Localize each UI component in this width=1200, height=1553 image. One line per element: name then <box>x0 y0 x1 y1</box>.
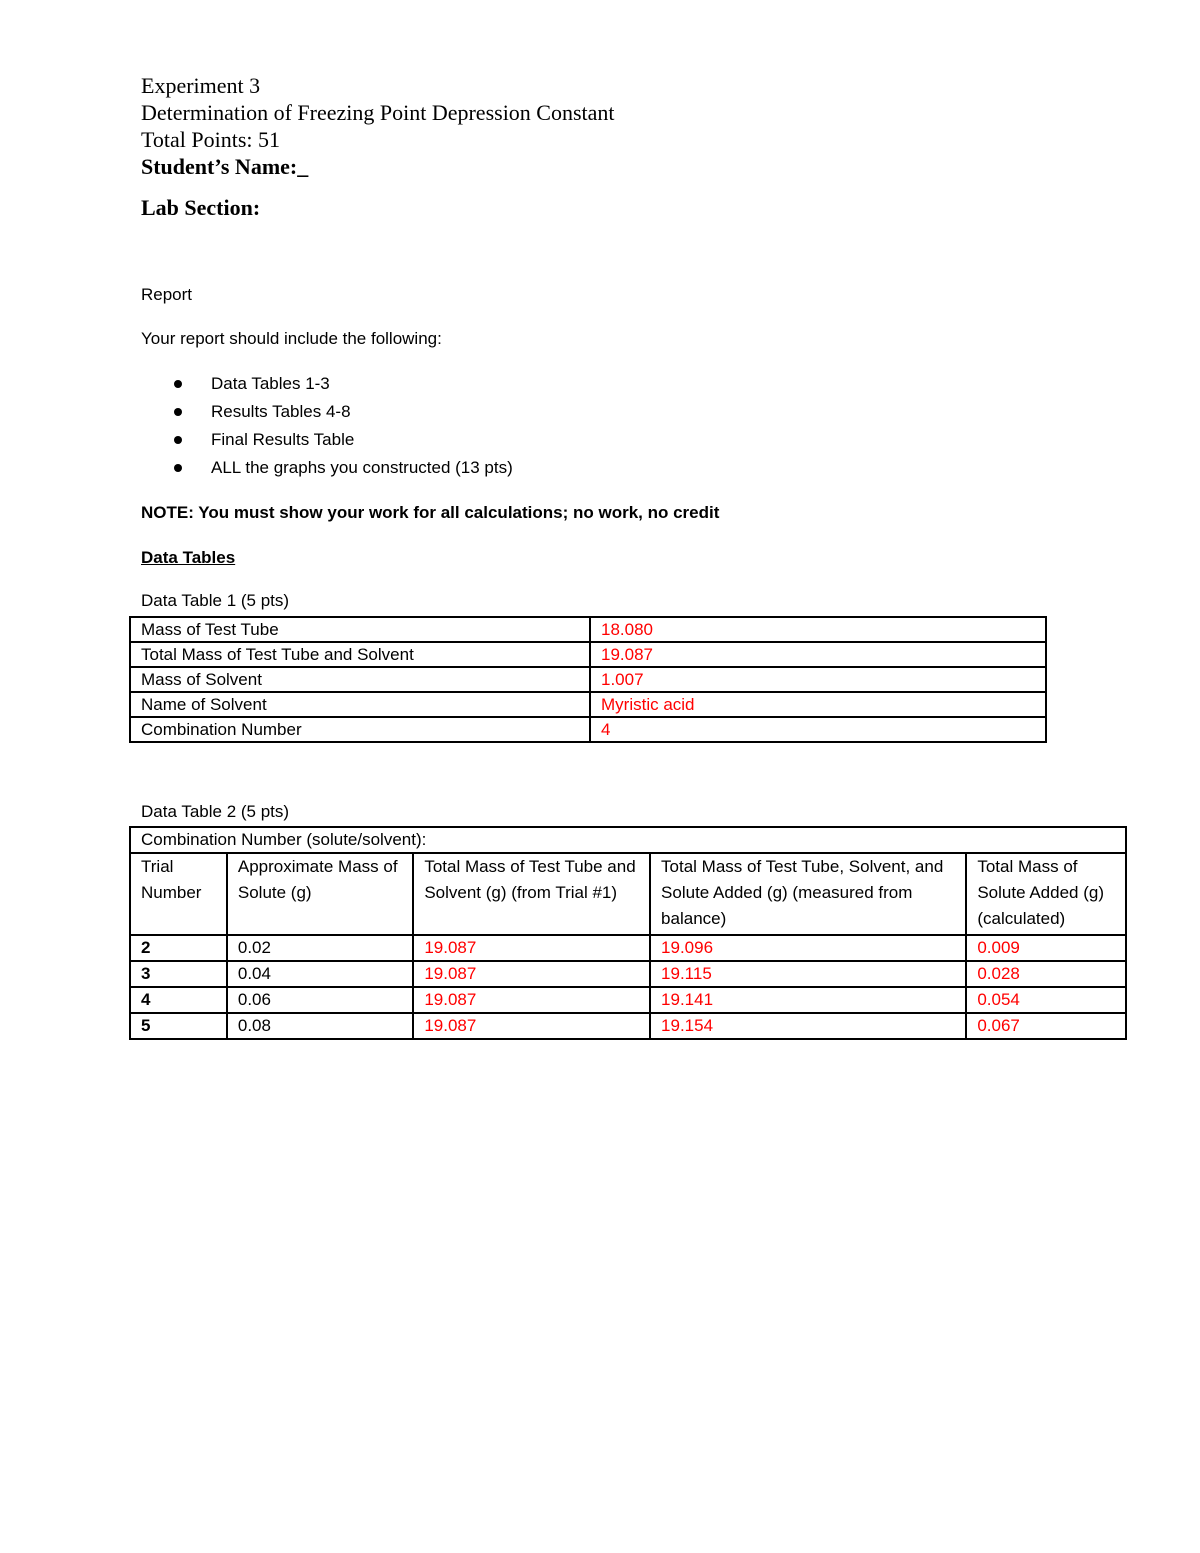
table-cell: 4 <box>130 987 227 1013</box>
experiment-title: Determination of Freezing Point Depression Constant <box>141 100 615 125</box>
table-row <box>130 827 1126 853</box>
column-header: Trial Number <box>130 853 227 935</box>
table-cell: 0.02 <box>227 935 413 961</box>
table-row <box>130 642 1046 667</box>
list-item: Final Results Table <box>174 428 513 456</box>
bullet-icon <box>174 380 182 388</box>
list-item: Data Tables 1-3 <box>174 372 513 400</box>
table1-caption: Data Table 1 (5 pts) <box>141 591 290 610</box>
combination-number-label: Combination Number (solute/solvent): <box>130 827 1126 853</box>
table-header-row <box>130 853 1126 935</box>
table-cell: 19.087 <box>413 961 650 987</box>
table-cell: 19.087 <box>413 987 650 1013</box>
table-cell-value: 1.007 <box>590 667 1046 692</box>
note-text: NOTE: You must show your work for all calculations; no work, no credit <box>141 503 720 522</box>
table-row <box>130 1013 1126 1039</box>
table-row <box>130 987 1126 1013</box>
table-cell-label: Mass of Solvent <box>130 667 590 692</box>
total-points: Total Points: 51 <box>141 127 281 152</box>
table-cell-value: 18.080 <box>590 617 1046 642</box>
document-header <box>141 72 615 180</box>
table-cell: 0.067 <box>966 1013 1126 1039</box>
column-header: Total Mass of Solute Added (g) (calculated) <box>966 853 1126 935</box>
table-cell: 3 <box>130 961 227 987</box>
table-cell: 5 <box>130 1013 227 1039</box>
table-cell-label: Mass of Test Tube <box>130 617 590 642</box>
data-table-2 <box>129 826 1127 1040</box>
table-cell: 0.028 <box>966 961 1126 987</box>
table-cell: 19.115 <box>650 961 966 987</box>
bullet-icon <box>174 464 182 472</box>
experiment-number: Experiment 3 <box>141 73 261 98</box>
table-cell: 19.096 <box>650 935 966 961</box>
report-intro: Your report should include the following: <box>141 329 442 348</box>
report-label: Report <box>141 285 193 304</box>
table-cell: 0.009 <box>966 935 1126 961</box>
table-cell: 19.141 <box>650 987 966 1013</box>
list-item: ALL the graphs you constructed (13 pts) <box>174 456 513 484</box>
table-cell: 19.087 <box>413 935 650 961</box>
table-cell: 19.087 <box>413 1013 650 1039</box>
table-cell-value: Myristic acid <box>590 692 1046 717</box>
list-item: Results Tables 4-8 <box>174 400 513 428</box>
column-header: Total Mass of Test Tube and Solvent (g) (from Trial #1) <box>413 853 650 935</box>
table-cell: 0.06 <box>227 987 413 1013</box>
student-name-label: Student’s Name:_ <box>141 154 309 179</box>
table-cell: 0.08 <box>227 1013 413 1039</box>
table-cell: 2 <box>130 935 227 961</box>
column-header: Total Mass of Test Tube, Solvent, and Solute Added (g) (measured from balance) <box>650 853 966 935</box>
lab-section-label: Lab Section: <box>141 195 261 220</box>
table2-caption: Data Table 2 (5 pts) <box>141 802 290 821</box>
bullet-icon <box>174 436 182 444</box>
table-row <box>130 961 1126 987</box>
table-cell-label: Total Mass of Test Tube and Solvent <box>130 642 590 667</box>
column-header: Approximate Mass of Solute (g) <box>227 853 413 935</box>
table-row <box>130 935 1126 961</box>
bullet-icon <box>174 408 182 416</box>
table-cell: 0.054 <box>966 987 1126 1013</box>
table-row <box>130 617 1046 642</box>
report-items-list <box>174 372 513 484</box>
data-table-1 <box>129 616 1047 743</box>
table-row <box>130 692 1046 717</box>
table-cell-value: 4 <box>590 717 1046 742</box>
data-tables-heading: Data Tables <box>141 548 236 567</box>
table-cell-label: Name of Solvent <box>130 692 590 717</box>
table-cell-value: 19.087 <box>590 642 1046 667</box>
table-row <box>130 667 1046 692</box>
table-cell: 19.154 <box>650 1013 966 1039</box>
table-cell: 0.04 <box>227 961 413 987</box>
table-cell-label: Combination Number <box>130 717 590 742</box>
table-row <box>130 717 1046 742</box>
